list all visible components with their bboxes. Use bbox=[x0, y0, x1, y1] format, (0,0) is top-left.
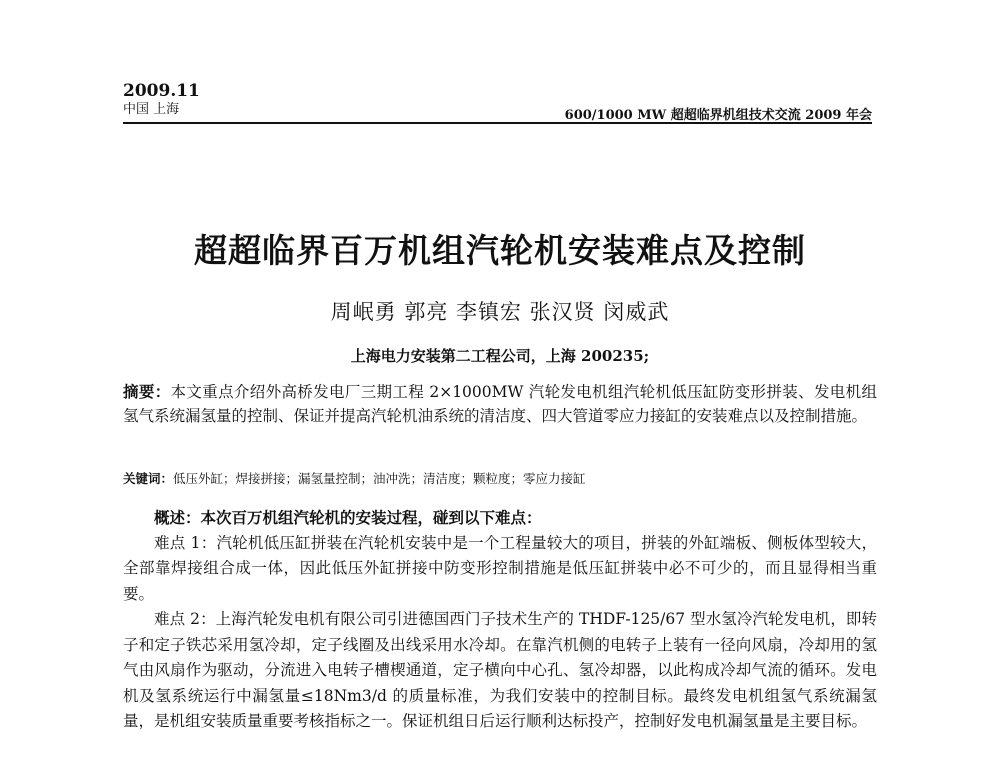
abstract bbox=[123, 380, 877, 428]
header-date: 2009.11 bbox=[123, 81, 200, 101]
difficulty-1-paragraph: 难点 1：汽轮机低压缸拼装在汽轮机安装中是一个工程量较大的项目，拼装的外缸端板、侧板体型较大，全部靠焊接组合成一体，因此低压外缸拼接中防变形控制措施是低压缸拼装中必不可少的，而且显得相当重要。 bbox=[123, 533, 877, 603]
keywords-label: 关键词： bbox=[123, 471, 174, 486]
keywords-text: 低压外缸；焊接拼接；漏氢量控制；油冲洗；清洁度；颗粒度；零应力接缸 bbox=[173, 471, 586, 486]
paper-title: 超超临界百万机组汽轮机安装难点及控制 bbox=[194, 231, 806, 270]
affiliation: 上海电力安装第二工程公司，上海 200235; bbox=[350, 347, 650, 365]
body-text bbox=[123, 505, 877, 735]
header-location: 中国 上海 bbox=[123, 101, 180, 117]
difficulty-2-paragraph: 难点 2：上海汽轮发电机有限公司引进德国西门子技术生产的 THDF-125/67 型水氢冷汽轮发电机，即转子和定子铁芯采用氢冷却，定子线圈及出线采用水冷却。在靠汽机侧的电转子上装有一径向风扇，冷却用的氢气由风扇作为驱动，分流进入电转子槽楔通道，定子横向中心孔、氢冷却器，以此构成冷却气流的循环。发电机及氢系统运行中漏氢量≤18Nm3/d 的质量标准，为我们安装中的控制目标。最终发电机组氢气系统漏氢量，是机组安装质量重要考核指标之一。保证机组日后运行顺利达标投产，控制好发电机漏氢量是主要目标。 bbox=[123, 610, 877, 730]
abstract-text: 本文重点介绍外高桥发电厂三期工程 2×1000MW 汽轮发电机组汽轮机低压缸防变形拼装、发电机组氢气系统漏氢量的控制、保证并提高汽轮机油系统的清洁度、四大管道零应力接缸的安装难点以及控制措施。 bbox=[123, 383, 877, 425]
keywords bbox=[123, 470, 877, 488]
header-conference: 600/1000 MW 超超临界机组技术交流 2009 年会 bbox=[564, 108, 872, 123]
header-divider bbox=[123, 122, 872, 124]
header-left bbox=[123, 82, 200, 117]
abstract-label: 摘要： bbox=[123, 382, 171, 401]
overview-paragraph: 概述：本次百万机组汽轮机的安装过程，碰到以下难点： bbox=[154, 508, 542, 527]
authors: 周岷勇 郭亮 李镇宏 张汉贤 闵威武 bbox=[330, 300, 670, 324]
